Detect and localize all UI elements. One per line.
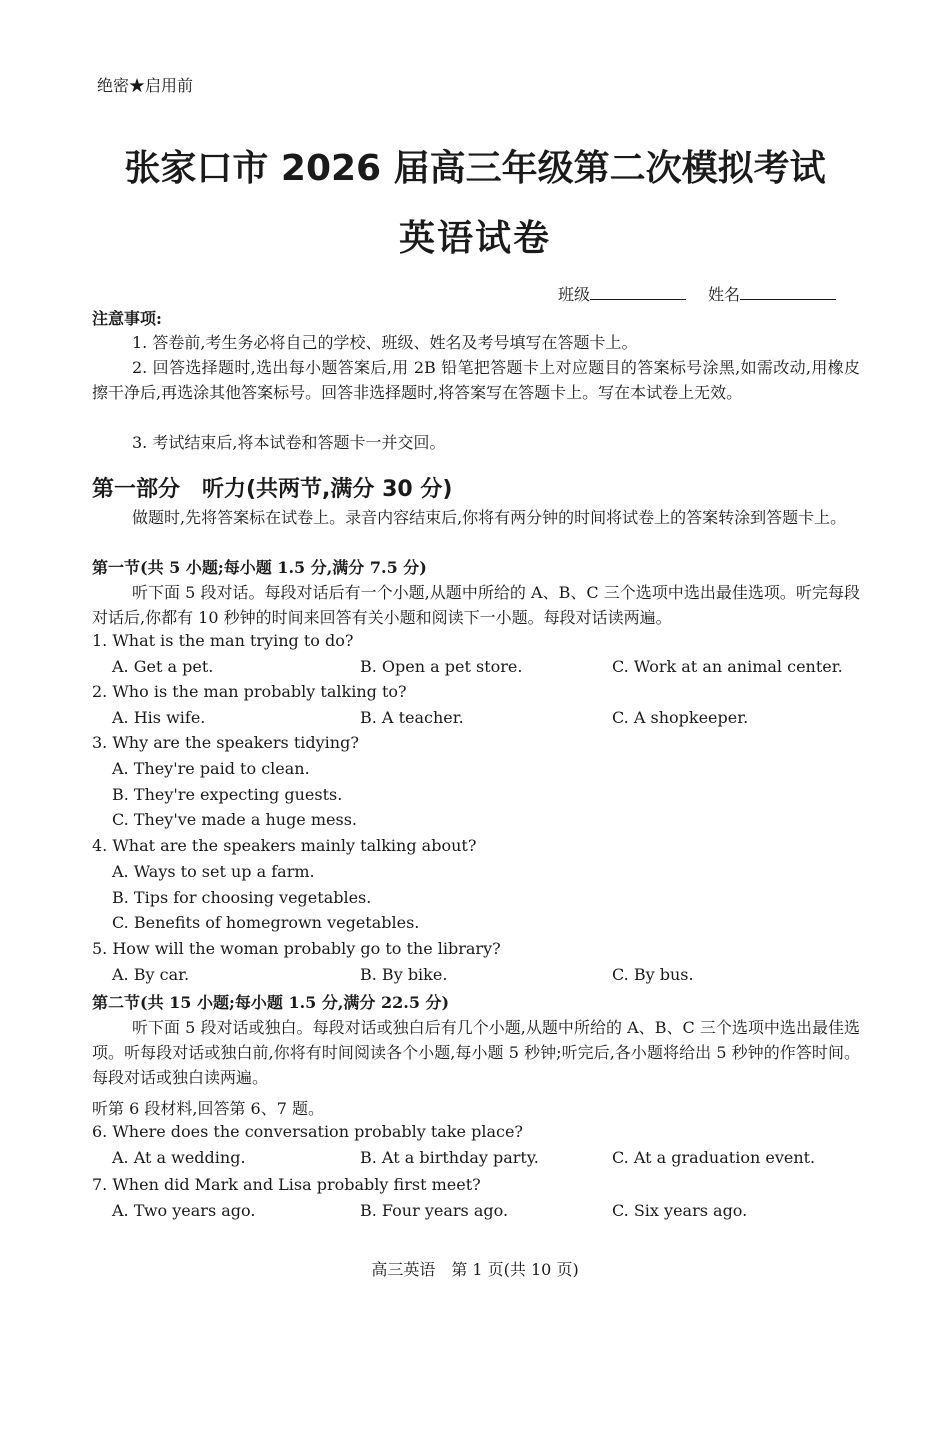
confidential-label: 绝密★启用前 xyxy=(97,76,194,95)
question-5-option-b: B. By bike. xyxy=(360,965,448,984)
question-5-option-a: A. By car. xyxy=(112,965,190,984)
question-7-option-a: A. Two years ago. xyxy=(112,1201,256,1220)
class-label: 班级 xyxy=(558,285,591,304)
part1-heading: 第一部分 听力(共两节,满分 30 分) xyxy=(92,477,453,502)
page-footer: 高三英语 第 1 页(共 10 页) xyxy=(371,1260,579,1279)
question-6-option-b: B. At a birthday party. xyxy=(360,1148,539,1167)
notice-item-3: 3. 考试结束后,将本试卷和答题卡一并交回。 xyxy=(132,433,446,452)
material-6-note: 听第 6 段材料,回答第 6、7 题。 xyxy=(92,1099,324,1118)
question-3-stem: 3. Why are the speakers tidying? xyxy=(92,733,359,752)
notice-item-1: 1. 答卷前,考生务必将自己的学校、班级、姓名及考号填写在答题卡上。 xyxy=(132,333,638,352)
name-label: 姓名 xyxy=(708,285,741,304)
question-6-option-c: C. At a graduation event. xyxy=(612,1148,816,1167)
question-1-option-a: A. Get a pet. xyxy=(112,657,214,676)
section1-heading: 第一节(共 5 小题;每小题 1.5 分,满分 7.5 分) xyxy=(92,558,427,577)
part1-intro: 做题时,先将答案标在试卷上。录音内容结束后,你将有两分钟的时间将试卷上的答案转涂到答题卡上。 xyxy=(132,508,847,527)
section1-intro: 听下面 5 段对话。每段对话后有一个小题,从题中所给的 A、B、C 三个选项中选出最佳选项。听完每段对话后,你都有 10 秒钟的时间来回答有关小题和阅读下一小题。每段对话读两遍。 xyxy=(92,583,860,627)
question-1-option-c: C. Work at an animal center. xyxy=(612,657,843,676)
question-2-option-b: B. A teacher. xyxy=(360,708,464,727)
exam-title: 张家口市 2026 届高三年级第二次模拟考试 xyxy=(124,148,826,189)
question-3-option-c: C. They've made a huge mess. xyxy=(112,810,358,829)
section2-heading: 第二节(共 15 小题;每小题 1.5 分,满分 22.5 分) xyxy=(92,993,450,1012)
name-blank xyxy=(740,285,836,300)
notice-heading: 注意事项: xyxy=(92,309,162,328)
question-2-stem: 2. Who is the man probably talking to? xyxy=(92,682,407,701)
question-4-option-a: A. Ways to set up a farm. xyxy=(112,862,315,881)
section2-intro: 听下面 5 段对话或独白。每段对话或独白后有几个小题,从题中所给的 A、B、C 三个选项中选出最佳选项。听每段对话或独白前,你将有时间阅读各个小题,每小题 5 秒钟;听完后,各小题将给出 5 秒钟的作答时间。每段对话或独白读两遍。 xyxy=(92,1018,860,1087)
question-2-option-a: A. His wife. xyxy=(112,708,206,727)
class-field xyxy=(558,282,686,305)
question-7-option-b: B. Four years ago. xyxy=(360,1201,509,1220)
question-7-stem: 7. When did Mark and Lisa probably first meet? xyxy=(92,1175,481,1194)
question-7-option-c: C. Six years ago. xyxy=(612,1201,748,1220)
question-3-option-b: B. They're expecting guests. xyxy=(112,785,343,804)
exam-subject-title: 英语试卷 xyxy=(398,218,551,259)
question-6-stem: 6. Where does the conversation probably take place? xyxy=(92,1122,523,1141)
question-2-option-c: C. A shopkeeper. xyxy=(612,708,749,727)
notice-item-2: 2. 回答选择题时,选出每小题答案后,用 2B 铅笔把答题卡上对应题目的答案标号涂黑,如需改动,用橡皮擦干净后,再选涂其他答案标号。回答非选择题时,将答案写在答题卡上。写在本试卷上无效。 xyxy=(92,358,860,402)
question-1-stem: 1. What is the man trying to do? xyxy=(92,631,354,650)
question-5-stem: 5. How will the woman probably go to the library? xyxy=(92,939,501,958)
question-3-option-a: A. They're paid to clean. xyxy=(112,759,310,778)
question-5-option-c: C. By bus. xyxy=(612,965,694,984)
question-4-option-b: B. Tips for choosing vegetables. xyxy=(112,888,372,907)
question-4-option-c: C. Benefits of homegrown vegetables. xyxy=(112,913,420,932)
class-blank xyxy=(590,285,686,300)
question-6-option-a: A. At a wedding. xyxy=(112,1148,246,1167)
question-4-stem: 4. What are the speakers mainly talking about? xyxy=(92,836,477,855)
question-1-option-b: B. Open a pet store. xyxy=(360,657,523,676)
name-field xyxy=(708,282,836,305)
